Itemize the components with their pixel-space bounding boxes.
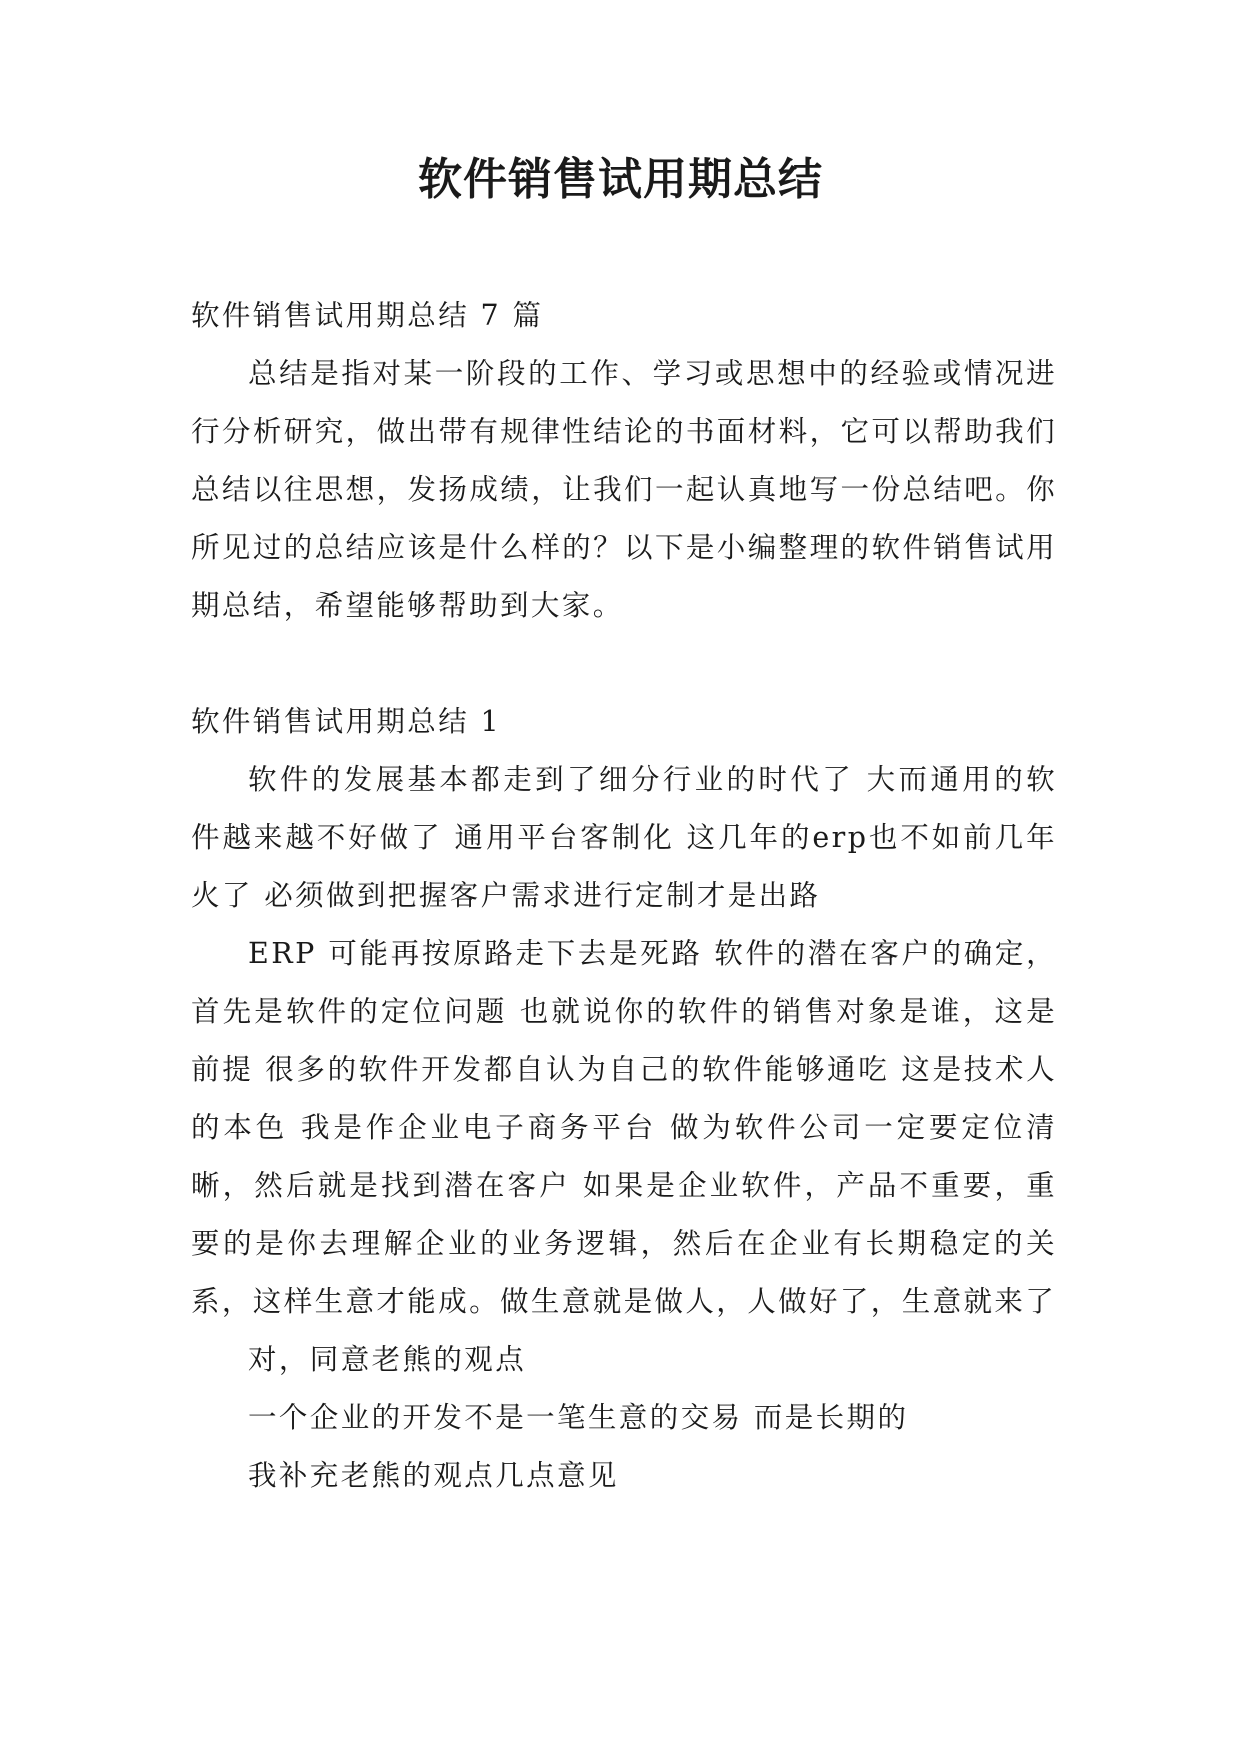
body-paragraph: 软件的发展基本都走到了细分行业的时代了 大而通用的软件越来越不好做了 通用平台客制化 这几年的erp也不如前几年火了 必须做到把握客户需求进行定制才是出路 — [191, 763, 1057, 912]
intro-paragraph: 总结是指对某一阶段的工作、学习或思想中的经验或情况进行分析研究，做出带有规律性结论的书面材料，它可以帮助我们总结以往思想，发扬成绩，让我们一起认真地写一份总结吧。你所见过的总结应该是什么样的？以下是小编整理的软件销售试用期总结，希望能够帮助到大家。 — [191, 357, 1057, 622]
body-paragraph: 对，同意老熊的观点 — [248, 1343, 527, 1376]
document-subtitle: 软件销售试用期总结 7 篇 — [191, 299, 544, 332]
section-heading: 软件销售试用期总结 1 — [191, 705, 502, 738]
document-body — [191, 287, 1057, 1505]
section-spacer — [191, 635, 1057, 693]
document-title: 软件销售试用期总结 — [418, 154, 823, 205]
body-paragraph: 我补充老熊的观点几点意见 — [248, 1459, 619, 1492]
body-paragraph: 一个企业的开发不是一笔生意的交易 而是长期的 — [248, 1401, 909, 1434]
body-paragraph: ERP 可能再按原路走下去是死路 软件的潜在客户的确定，首先是软件的定位问题 也就说你的软件的销售对象是谁，这是前提 很多的软件开发都自认为自己的软件能够通吃 这是技术人的本色 我是作企业电子商务平台 做为软件公司一定要定位清晰，然后就是找到潜在客户 如果是企业软件，产品不重要，重要的是你去理解企业的业务逻辑，然后在企业有长期稳定的关系，这样生意才能成。做生意就是做人，人做好了，生意就来了 — [191, 937, 1057, 1318]
